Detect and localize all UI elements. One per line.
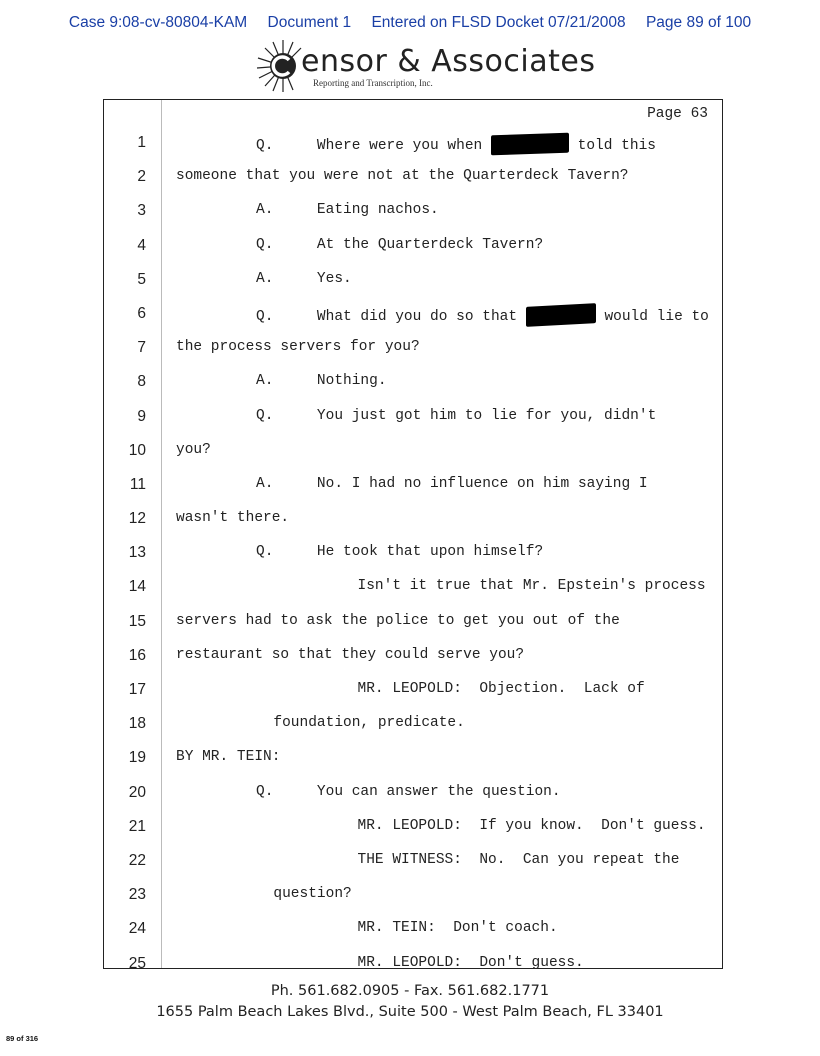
line-number: 4: [137, 236, 146, 254]
transcript-line: [104, 195, 722, 229]
line-text-segment: Isn't it true that Mr. Epstein's process: [314, 578, 706, 595]
redaction-block: [526, 303, 596, 327]
line-number: 6: [137, 304, 146, 322]
transcript-line: [104, 811, 722, 845]
line-text-segment: the process servers for you?: [176, 339, 420, 356]
line-text-segment: foundation, predicate.: [256, 715, 465, 732]
line-number: 14: [128, 578, 146, 596]
line-text: [256, 373, 387, 389]
line-text: [256, 305, 709, 325]
transcript-line: [104, 435, 722, 469]
line-number: 17: [128, 681, 146, 698]
line-text: [176, 613, 620, 629]
transcript-line: [104, 537, 722, 571]
line-text-segment: Q. He took that upon himself?: [256, 544, 544, 561]
line-number: 2: [137, 168, 146, 186]
redaction-block: [491, 133, 569, 156]
line-text-segment: restaurant so that they could serve you?: [176, 646, 525, 663]
line-text-segment: A. Nothing.: [256, 373, 387, 390]
line-number: 12: [128, 510, 146, 528]
line-text: [314, 578, 706, 594]
line-text: [256, 134, 656, 154]
line-number: 23: [128, 886, 146, 904]
line-text: [256, 408, 656, 424]
line-text-segment: Q. You just got him to lie for you, didn't: [256, 407, 657, 424]
line-text: [256, 271, 352, 287]
transcript-line: [104, 948, 722, 982]
transcript-line: [104, 230, 722, 264]
transcript-line: [104, 401, 722, 435]
line-number: 15: [128, 612, 146, 630]
line-text-segment: Q. Where were you when: [256, 138, 491, 154]
line-text-segment: BY MR. TEIN:: [176, 749, 281, 766]
line-text: [256, 886, 352, 902]
line-text: [256, 544, 543, 560]
transcript-line: [104, 571, 722, 605]
transcript-line: [104, 503, 722, 537]
docket-header: [0, 14, 820, 32]
line-text: [256, 784, 561, 800]
transcript-line: [104, 606, 722, 640]
line-text: [256, 202, 439, 218]
docket-entry-date: Entered on FLSD Docket 07/21/2008: [371, 14, 626, 31]
line-text-segment: would lie to: [595, 308, 709, 325]
transcript-line: [104, 161, 722, 195]
transcript-line: [104, 469, 722, 503]
line-text: [176, 168, 628, 184]
transcript-line: [104, 127, 722, 161]
line-text-segment: question?: [256, 886, 352, 903]
line-number: 22: [128, 851, 146, 869]
line-number: 24: [128, 920, 146, 938]
line-text-segment: Q. At the Quarterdeck Tavern?: [256, 236, 544, 253]
line-text: [176, 510, 289, 526]
reporter-name: ensor & Associates: [301, 44, 596, 79]
transcript-line: [104, 777, 722, 811]
line-text-segment: A. Eating nachos.: [256, 202, 439, 219]
transcript-lines: [104, 127, 722, 982]
line-text: [256, 476, 648, 492]
line-text: [176, 442, 211, 458]
reporter-subtitle: Reporting and Transcription, Inc.: [313, 78, 433, 88]
transcript-line: [104, 640, 722, 674]
transcript-line: [104, 674, 722, 708]
line-text: [314, 818, 706, 834]
bates-page-count: 89 of 316: [6, 1034, 39, 1043]
line-number: 20: [128, 783, 146, 801]
line-number: 13: [128, 544, 146, 562]
line-number: 21: [128, 817, 146, 835]
line-number: 19: [128, 749, 146, 767]
line-text-segment: MR. LEOPOLD: Objection. Lack of: [314, 681, 645, 697]
line-text-segment: MR. TEIN: Don't coach.: [314, 920, 558, 937]
line-text-segment: A. Yes.: [256, 270, 352, 287]
line-text-segment: THE WITNESS: No. Can you repeat the: [314, 851, 680, 868]
line-text-segment: servers had to ask the police to get you out of the: [176, 612, 620, 629]
docket-page-number: Page 89 of 100: [645, 14, 752, 31]
reporter-logo: [255, 38, 596, 96]
line-text-segment: Q. What did you do so that: [256, 308, 526, 325]
line-number: 7: [137, 339, 146, 357]
line-text: [256, 715, 465, 731]
line-text-segment: someone that you were not at the Quarterdeck Tavern?: [176, 168, 629, 185]
line-number: 10: [128, 441, 146, 459]
line-number: 25: [128, 954, 146, 972]
transcript-page: [103, 99, 723, 972]
transcript-line: [104, 298, 722, 332]
line-text-segment: A. No. I had no influence on him saying I: [256, 475, 648, 492]
transcript-line: [104, 742, 722, 776]
line-text: [256, 237, 543, 253]
transcript-line: [104, 332, 722, 366]
line-text-segment: MR. LEOPOLD: If you know. Don't guess.: [314, 817, 706, 834]
line-number: 3: [137, 202, 146, 220]
transcript-line: [104, 845, 722, 879]
line-text-segment: you?: [176, 441, 211, 458]
line-text: [176, 647, 524, 663]
line-text-segment: Q. You can answer the question.: [256, 783, 561, 800]
transcript-line: [104, 913, 722, 947]
line-text: [314, 920, 558, 936]
line-text: [314, 681, 645, 697]
line-number: 16: [128, 646, 146, 664]
line-number: 8: [137, 373, 146, 391]
line-number: 11: [129, 475, 146, 493]
line-number: 18: [128, 715, 146, 733]
line-text: [314, 852, 679, 868]
line-text: [176, 339, 420, 355]
transcript-line: [104, 879, 722, 913]
transcript-line: [104, 708, 722, 742]
line-text-segment: MR. LEOPOLD: Don't guess.: [314, 954, 584, 971]
line-text: [176, 749, 280, 765]
transcript-line: [104, 264, 722, 298]
transcript-page-number: Page 63: [647, 106, 708, 122]
footer-contact: Ph. 561.682.0905 - Fax. 561.682.1771: [270, 983, 550, 999]
line-text-segment: wasn't there.: [176, 510, 290, 527]
line-text-segment: told this: [568, 138, 656, 154]
line-text: [314, 955, 584, 971]
transcript-line: [104, 366, 722, 400]
line-number: 9: [137, 407, 146, 425]
line-number: 5: [137, 270, 146, 288]
case-number: Case 9:08-cv-80804-KAM: [68, 14, 248, 31]
document-number: Document 1: [267, 14, 352, 31]
footer-address: 1655 Palm Beach Lakes Blvd., Suite 500 - West Palm Beach, FL 33401: [156, 1004, 664, 1020]
line-number: 1: [137, 134, 146, 151]
